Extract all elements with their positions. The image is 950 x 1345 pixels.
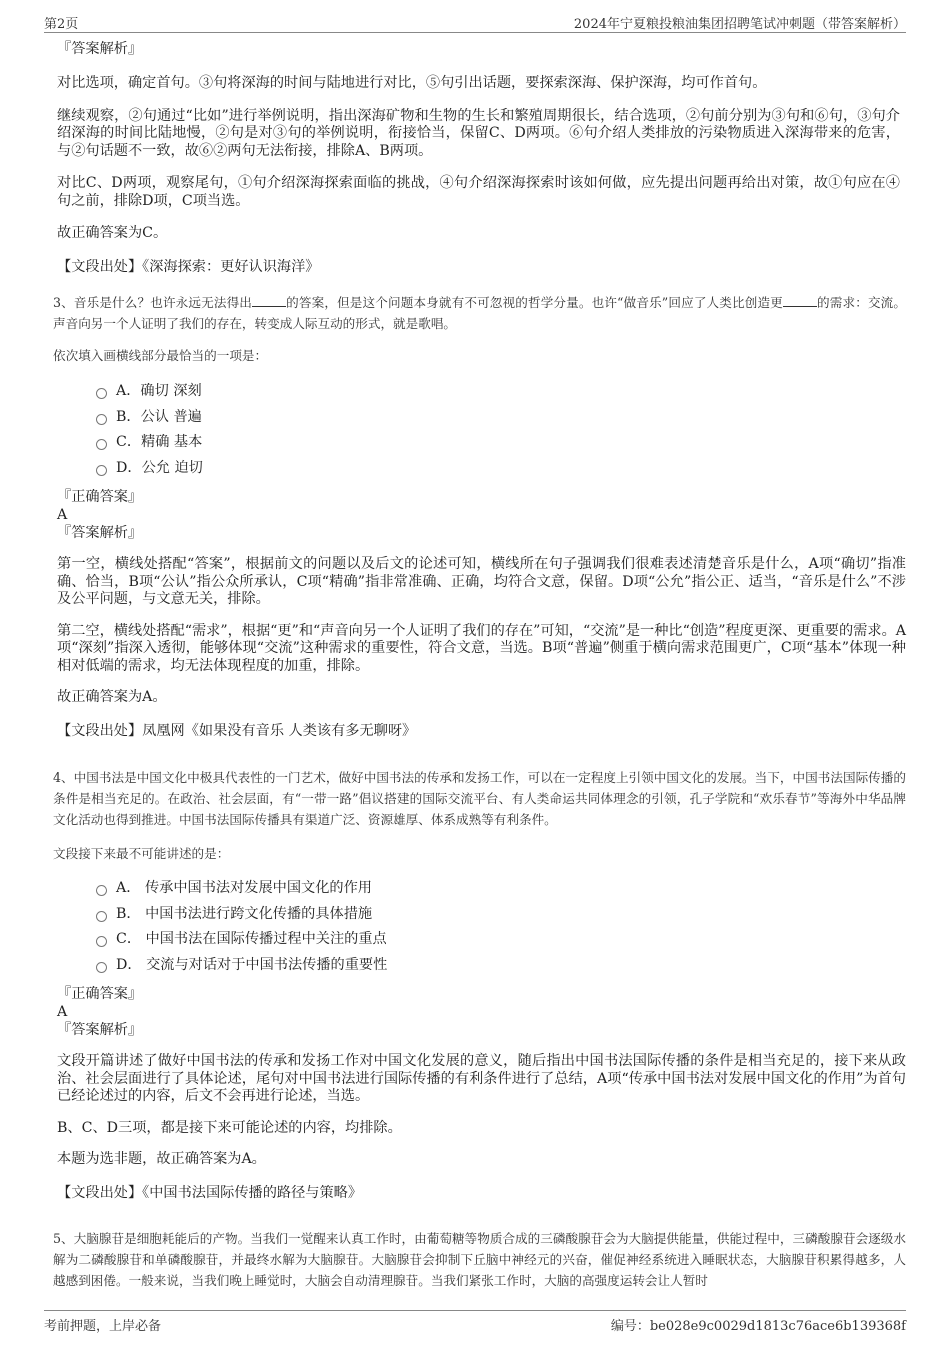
option-b[interactable]: B．公认 普遍 [96, 405, 203, 431]
radio-icon[interactable] [96, 388, 107, 399]
source-citation: 【文段出处】《中国书法国际传播的路径与策略》 [57, 1184, 363, 1201]
option-c[interactable]: C．精确 基本 [96, 430, 203, 456]
analysis-conclusion: 故正确答案为C。 [57, 225, 168, 241]
analysis-label: 『答案解析』 [57, 1022, 143, 1038]
document-title: 2024年宁夏粮投粮油集团招聘笔试冲刺题（带答案解析） [573, 17, 906, 32]
radio-icon[interactable] [96, 885, 107, 896]
page-footer [44, 1310, 906, 1335]
radio-icon[interactable] [96, 936, 107, 947]
blank-1 [252, 296, 286, 307]
correct-answer: A [57, 507, 68, 523]
question-prompt: 依次填入画横线部分最恰当的一项是： [53, 348, 268, 363]
analysis-paragraph: 对比C、D两项，观察尾句，①句介绍深海探索面临的挑战，④句介绍深海探索时该如何做，应先提出问题再给出对策，故①句应在④句之前，排除D项，C项当选。 [57, 175, 900, 209]
radio-icon[interactable] [96, 439, 107, 450]
page-header [44, 10, 906, 33]
analysis-paragraph: 对比选项，确定首句。③句将深海的时间与陆地进行对比，⑤句引出话题，要探索深海、保护深海，均可作首句。 [57, 75, 767, 91]
analysis-label: 『答案解析』 [57, 525, 143, 541]
correct-answer: A [57, 1004, 68, 1020]
analysis-conclusion: 故正确答案为A。 [57, 689, 167, 705]
q2-analysis-section [57, 40, 900, 284]
source-citation: 【文段出处】凤凰网《如果没有音乐 人类该有多无聊呀》 [57, 722, 417, 739]
source-citation: 【文段出处】《深海探索：更好认识海洋》 [57, 258, 320, 275]
analysis-paragraph: B、C、D三项，都是接下来可能论述的内容，均排除。 [57, 1119, 402, 1136]
option-b[interactable]: B． 中国书法进行跨文化传播的具体措施 [96, 902, 387, 928]
question-prompt: 文段接下来最不可能讲述的是： [53, 846, 230, 861]
option-d[interactable]: D． 交流与对话对于中国书法传播的重要性 [96, 953, 387, 979]
option-a[interactable]: A．确切 深刻 [96, 379, 203, 405]
radio-icon[interactable] [96, 414, 107, 425]
radio-icon[interactable] [96, 911, 107, 922]
radio-icon[interactable] [96, 962, 107, 973]
analysis-conclusion: 本题为选非题，故正确答案为A。 [57, 1151, 266, 1167]
analysis-paragraph: 文段开篇讲述了做好中国书法的传承和发扬工作对中国文化发展的意义，随后指出中国书法国际传播的条件是相当充足的，接下来从政治、社会层面进行了具体论述，尾句对中国书法进行国际传播的有利条件进行了总结，A项“传承中国书法对发展中国文化的作用”为首句已经论述过的内容，后文不会再进行论述，当选。 [57, 1053, 906, 1104]
question-4-prompt-wrap [53, 845, 906, 863]
question-4 [53, 767, 906, 830]
option-a[interactable]: A． 传承中国书法对发展中国文化的作用 [96, 876, 387, 902]
page-number: 第2页 [44, 17, 79, 32]
q4-answer-section [57, 985, 906, 1210]
analysis-paragraph: 第二空，横线处搭配“需求”，根据“更”和“声音向另一个人证明了我们的存在”可知，“交流”是一种比“创造”程度更深、更重要的需求。A项“深刻”指深入透彻，能够体现“交流”这种需求的重要性，符合文意，当选。B项“普遍”侧重于横向需求范围更广，C项“基本”体现一种相对低端的需求，均无法体现程度的加重，排除。 [57, 622, 906, 674]
q3-answer-section [57, 488, 906, 748]
options-list [58, 379, 203, 481]
analysis-paragraph: 第一空，横线处搭配“答案”，根据前文的问题以及后文的论述可知，横线所在句子强调我们很难表述清楚音乐是什么，A项“确切”指准确、恰当，B项“公认”指公众所承认，C项“精确”指非常准确、正确，均符合文意，保留。D项“公允”指公正、适当，“音乐是什么”不涉及公平问题，与文意无关，排除。 [57, 556, 906, 607]
question-5 [53, 1228, 906, 1291]
blank-2 [783, 296, 817, 307]
question-3 [53, 292, 907, 334]
radio-icon[interactable] [96, 465, 107, 476]
analysis-paragraph: 继续观察，②句通过“比如”进行举例说明，指出深海矿物和生物的生长和繁殖周期很长，结合选项，②句前分别为③句和⑥句，③句介绍深海的时间比陆地慢，②句是对③句的举例说明，衔接恰当，保留C、D两项。⑥句介绍人类排放的污染物质进入深海带来的危害，与②句话题不一致，故⑥②两句无法衔接，排除A、B两项。 [57, 107, 900, 159]
correct-answer-label: 『正确答案』 [57, 489, 143, 505]
analysis-label: 『答案解析』 [57, 41, 143, 57]
document-id: 编号：be028e9c0029d1813c76ace6b139368f [610, 1319, 906, 1334]
footer-slogan: 考前押题，上岸必备 [44, 1319, 162, 1334]
question-stem: 4、中国书法是中国文化中极具代表性的一门艺术，做好中国书法的传承和发扬工作，可以在一定程度上引领中国文化的发展。当下，中国书法国际传播的条件是相当充足的。在政治、社会层面，有“一带一路”倡议搭建的国际交流平台、有人类命运共同体理念的引领，孔子学院和“欢乐春节”等海外中华品牌文化活动也得到推进。中国书法国际传播具有渠道广泛、资源雄厚、体系成熟等有利条件。 [53, 770, 906, 827]
correct-answer-label: 『正确答案』 [57, 986, 143, 1002]
question-3-prompt-wrap [53, 347, 906, 365]
option-d[interactable]: D．公允 迫切 [96, 456, 203, 482]
question-stem: 5、大脑腺苷是细胞耗能后的产物。当我们一觉醒来认真工作时，由葡萄糖等物质合成的三磷酸腺苷会为大脑提供能量，供能过程中，三磷酸腺苷会逐级水解为二磷酸腺苷和单磷酸腺苷，并最终水解为大脑腺苷。大脑腺苷会抑制下丘脑中神经元的兴奋，催促神经系统进入睡眠状态，大脑腺苷积累得越多，人越感到困倦。一般来说，当我们晚上睡觉时，大脑会自动清理腺苷。当我们紧张工作时，大脑的高强度运转会让人暂时 [53, 1231, 906, 1288]
question-stem: 3、音乐是什么？也许永远无法得出 的答案，但是这个问题本身就有不可忽视的哲学分量。也许“做音乐”回应了人类比创造更 的需求：交流。声音向另一个人证明了我们的存在，转变成人际互动的形式，就是歌唱。 [53, 295, 907, 331]
options-list [58, 876, 387, 978]
option-c[interactable]: C． 中国书法在国际传播过程中关注的重点 [96, 927, 387, 953]
